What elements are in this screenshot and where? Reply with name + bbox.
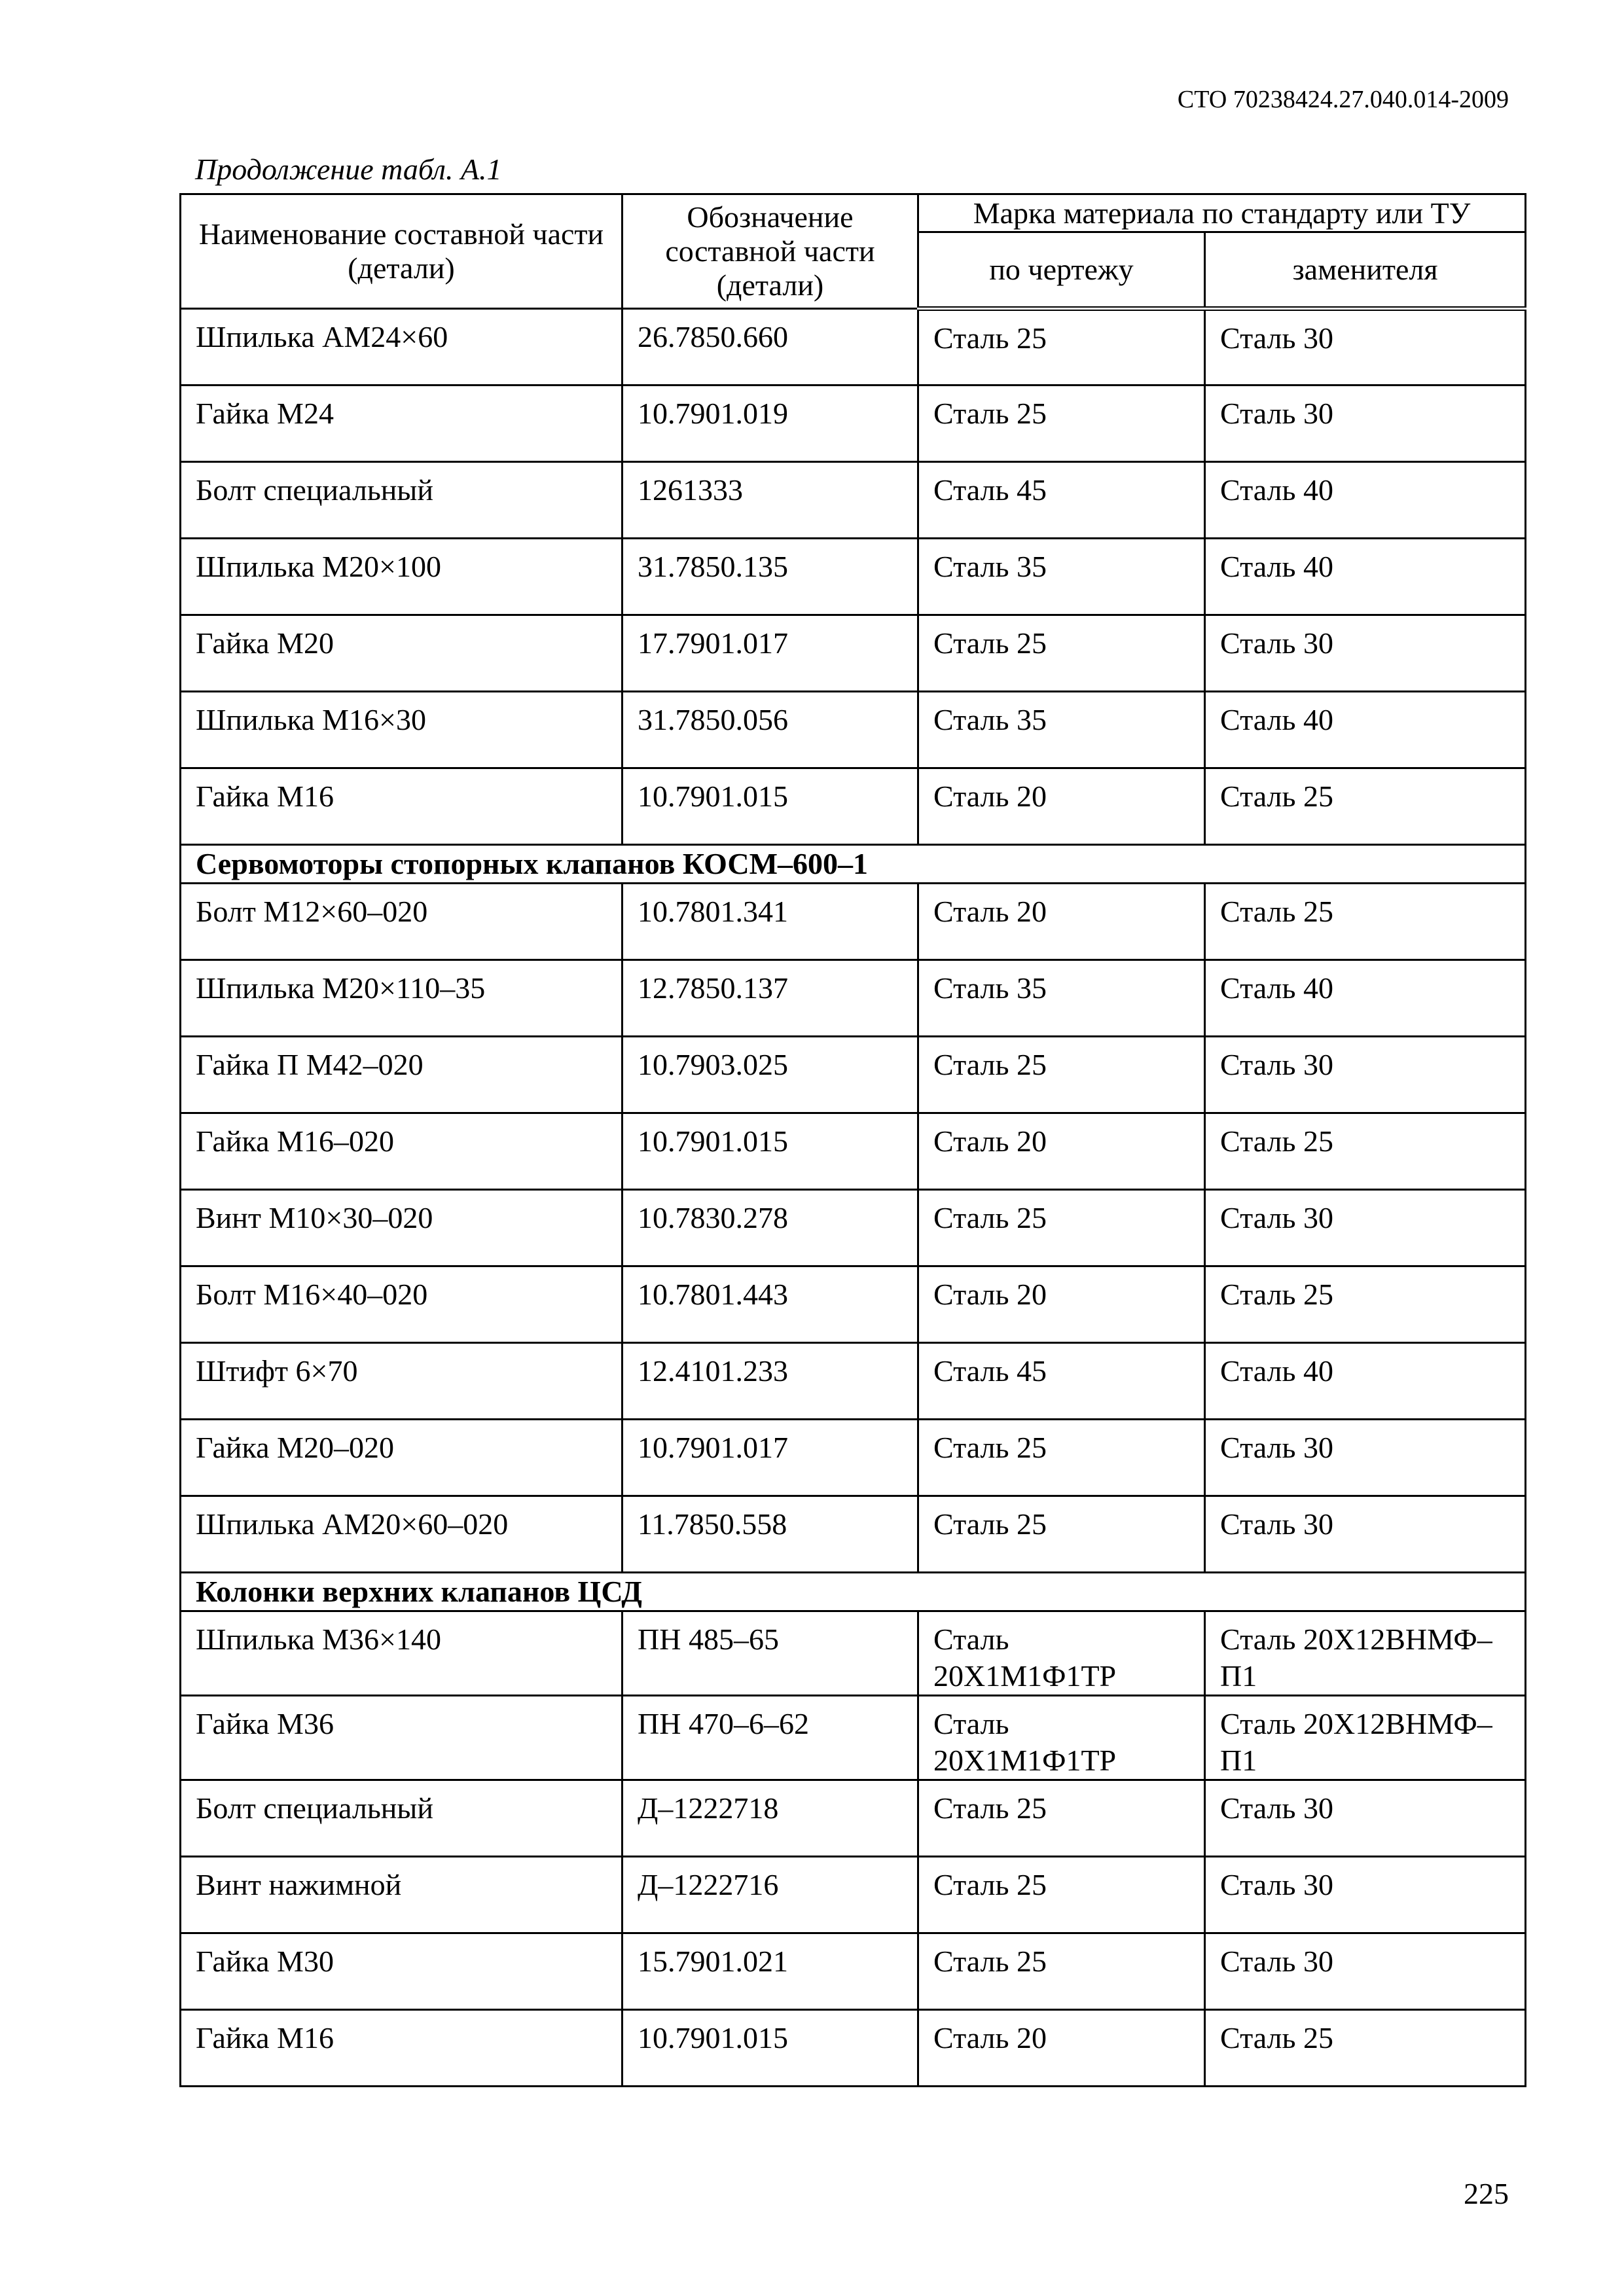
cell-name: Гайка М36 bbox=[181, 1696, 623, 1780]
section-row bbox=[181, 1573, 1526, 1611]
cell-material-drawing: Сталь 20 bbox=[918, 884, 1205, 960]
cell-name: Шпилька АМ20×60–020 bbox=[181, 1496, 623, 1573]
cell-material-substitute: Сталь 30 bbox=[1205, 1037, 1526, 1113]
table-row bbox=[181, 462, 1526, 539]
table-row bbox=[181, 1420, 1526, 1496]
header-name: Наименование составной части (детали) bbox=[181, 194, 623, 309]
table-row bbox=[181, 1496, 1526, 1573]
cell-name: Гайка М16–020 bbox=[181, 1113, 623, 1190]
cell-name: Гайка М30 bbox=[181, 1933, 623, 2010]
cell-material-drawing: Сталь 45 bbox=[918, 462, 1205, 539]
cell-name: Гайка М24 bbox=[181, 386, 623, 462]
cell-material-drawing: Сталь 20 bbox=[918, 1113, 1205, 1190]
cell-material-drawing: Сталь 25 bbox=[918, 615, 1205, 692]
cell-name: Гайка М16 bbox=[181, 768, 623, 845]
cell-material-drawing: Сталь 25 bbox=[918, 309, 1205, 386]
table-row bbox=[181, 1696, 1526, 1780]
table-row bbox=[181, 884, 1526, 960]
cell-material-drawing: Сталь 25 bbox=[918, 1420, 1205, 1496]
cell-designation: 1261333 bbox=[623, 462, 918, 539]
cell-name: Винт М10×30–020 bbox=[181, 1190, 623, 1266]
cell-material-substitute: Сталь 30 bbox=[1205, 1780, 1526, 1857]
cell-material-drawing: Сталь 25 bbox=[918, 386, 1205, 462]
cell-material-drawing: Сталь 35 bbox=[918, 692, 1205, 768]
cell-designation: Д–1222718 bbox=[623, 1780, 918, 1857]
cell-name: Шпилька М36×140 bbox=[181, 1611, 623, 1696]
cell-material-substitute: Сталь 25 bbox=[1205, 768, 1526, 845]
cell-name: Шпилька М20×110–35 bbox=[181, 960, 623, 1037]
cell-designation: 10.7901.015 bbox=[623, 2010, 918, 2087]
table-row bbox=[181, 309, 1526, 386]
table-row bbox=[181, 1780, 1526, 1857]
cell-designation: 10.7901.015 bbox=[623, 768, 918, 845]
cell-material-substitute: Сталь 30 bbox=[1205, 1190, 1526, 1266]
cell-material-substitute: Сталь 30 bbox=[1205, 1420, 1526, 1496]
cell-name: Шпилька М20×100 bbox=[181, 539, 623, 615]
cell-name: Штифт 6×70 bbox=[181, 1343, 623, 1420]
table-row bbox=[181, 2010, 1526, 2087]
cell-name: Шпилька М16×30 bbox=[181, 692, 623, 768]
cell-material-substitute: Сталь 40 bbox=[1205, 539, 1526, 615]
table-row bbox=[181, 539, 1526, 615]
cell-name: Гайка М16 bbox=[181, 2010, 623, 2087]
cell-material-drawing: Сталь 20 bbox=[918, 768, 1205, 845]
cell-name: Шпилька АМ24×60 bbox=[181, 309, 623, 386]
table-row bbox=[181, 692, 1526, 768]
cell-designation: 10.7901.017 bbox=[623, 1420, 918, 1496]
cell-name: Гайка П М42–020 bbox=[181, 1037, 623, 1113]
header-designation: Обозначение составной части (детали) bbox=[623, 194, 918, 309]
cell-name: Болт специальный bbox=[181, 462, 623, 539]
cell-material-drawing: Сталь 35 bbox=[918, 960, 1205, 1037]
table-row bbox=[181, 768, 1526, 845]
cell-material-drawing: Сталь 20Х1М1Ф1ТР bbox=[918, 1611, 1205, 1696]
cell-material-substitute: Сталь 20Х12ВНМФ–П1 bbox=[1205, 1611, 1526, 1696]
cell-material-substitute: Сталь 25 bbox=[1205, 1266, 1526, 1343]
table-row bbox=[181, 960, 1526, 1037]
cell-material-substitute: Сталь 30 bbox=[1205, 1857, 1526, 1933]
cell-material-substitute: Сталь 30 bbox=[1205, 615, 1526, 692]
cell-designation: 10.7903.025 bbox=[623, 1037, 918, 1113]
cell-designation: ПН 485–65 bbox=[623, 1611, 918, 1696]
cell-designation: 26.7850.660 bbox=[623, 309, 918, 386]
cell-material-drawing: Сталь 25 bbox=[918, 1496, 1205, 1573]
cell-name: Гайка М20–020 bbox=[181, 1420, 623, 1496]
cell-material-substitute: Сталь 30 bbox=[1205, 1933, 1526, 2010]
cell-material-drawing: Сталь 25 bbox=[918, 1780, 1205, 1857]
header-material-group: Марка материала по стандарту или ТУ bbox=[918, 194, 1526, 232]
cell-designation: 11.7850.558 bbox=[623, 1496, 918, 1573]
cell-name: Болт специальный bbox=[181, 1780, 623, 1857]
cell-material-substitute: Сталь 40 bbox=[1205, 960, 1526, 1037]
cell-material-drawing: Сталь 25 bbox=[918, 1857, 1205, 1933]
cell-material-drawing: Сталь 20Х1М1Ф1ТР bbox=[918, 1696, 1205, 1780]
cell-name: Гайка М20 bbox=[181, 615, 623, 692]
cell-name: Винт нажимной bbox=[181, 1857, 623, 1933]
section-row bbox=[181, 845, 1526, 884]
materials-table bbox=[179, 193, 1526, 2087]
table-row bbox=[181, 1343, 1526, 1420]
table-row bbox=[181, 386, 1526, 462]
table-row bbox=[181, 1611, 1526, 1696]
header-substitute: заменителя bbox=[1205, 232, 1526, 309]
cell-material-substitute: Сталь 40 bbox=[1205, 462, 1526, 539]
table-continuation-caption: Продолжение табл. А.1 bbox=[195, 152, 502, 186]
table-row bbox=[181, 1857, 1526, 1933]
cell-designation: 12.7850.137 bbox=[623, 960, 918, 1037]
cell-designation: 12.4101.233 bbox=[623, 1343, 918, 1420]
cell-material-substitute: Сталь 40 bbox=[1205, 1343, 1526, 1420]
table-row bbox=[181, 615, 1526, 692]
table-row bbox=[181, 1113, 1526, 1190]
table-row bbox=[181, 1933, 1526, 2010]
cell-material-substitute: Сталь 40 bbox=[1205, 692, 1526, 768]
cell-designation: ПН 470–6–62 bbox=[623, 1696, 918, 1780]
cell-material-drawing: Сталь 35 bbox=[918, 539, 1205, 615]
cell-designation: Д–1222716 bbox=[623, 1857, 918, 1933]
cell-material-substitute: Сталь 30 bbox=[1205, 386, 1526, 462]
cell-material-substitute: Сталь 20Х12ВНМФ–П1 bbox=[1205, 1696, 1526, 1780]
document-code: СТО 70238424.27.040.014-2009 bbox=[1177, 86, 1509, 113]
cell-designation: 17.7901.017 bbox=[623, 615, 918, 692]
cell-material-drawing: Сталь 25 bbox=[918, 1037, 1205, 1113]
cell-designation: 31.7850.135 bbox=[623, 539, 918, 615]
cell-material-substitute: Сталь 30 bbox=[1205, 1496, 1526, 1573]
cell-designation: 10.7801.443 bbox=[623, 1266, 918, 1343]
cell-material-substitute: Сталь 25 bbox=[1205, 884, 1526, 960]
section-title: Колонки верхних клапанов ЦСД bbox=[181, 1573, 1526, 1611]
cell-material-drawing: Сталь 20 bbox=[918, 2010, 1205, 2087]
cell-material-drawing: Сталь 25 bbox=[918, 1933, 1205, 2010]
cell-name: Болт М12×60–020 bbox=[181, 884, 623, 960]
cell-material-substitute: Сталь 30 bbox=[1205, 309, 1526, 386]
table-body bbox=[181, 309, 1526, 2087]
cell-name: Болт М16×40–020 bbox=[181, 1266, 623, 1343]
header-by-drawing: по чертежу bbox=[918, 232, 1205, 309]
cell-material-drawing: Сталь 45 bbox=[918, 1343, 1205, 1420]
table-row bbox=[181, 1266, 1526, 1343]
cell-designation: 10.7801.341 bbox=[623, 884, 918, 960]
cell-designation: 15.7901.021 bbox=[623, 1933, 918, 2010]
table-row bbox=[181, 1037, 1526, 1113]
cell-designation: 10.7901.019 bbox=[623, 386, 918, 462]
cell-material-substitute: Сталь 25 bbox=[1205, 2010, 1526, 2087]
table-row bbox=[181, 1190, 1526, 1266]
section-title: Сервомоторы стопорных клапанов КОСМ–600–1 bbox=[181, 845, 1526, 884]
cell-designation: 10.7830.278 bbox=[623, 1190, 918, 1266]
cell-material-substitute: Сталь 25 bbox=[1205, 1113, 1526, 1190]
page-number: 225 bbox=[1464, 2177, 1509, 2210]
cell-material-drawing: Сталь 25 bbox=[918, 1190, 1205, 1266]
cell-material-drawing: Сталь 20 bbox=[918, 1266, 1205, 1343]
cell-designation: 31.7850.056 bbox=[623, 692, 918, 768]
cell-designation: 10.7901.015 bbox=[623, 1113, 918, 1190]
